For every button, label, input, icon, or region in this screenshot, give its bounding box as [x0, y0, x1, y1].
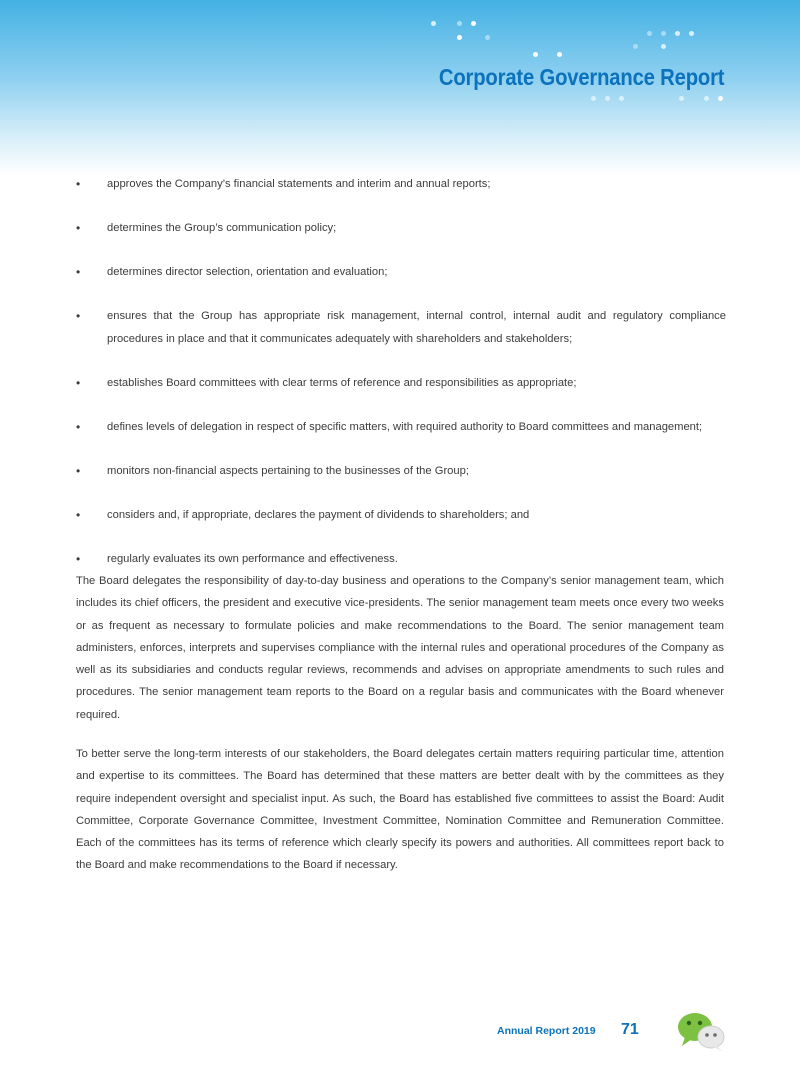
bullet-marker: • [76, 177, 81, 191]
list-item [76, 548, 726, 571]
list-item-text: establishes Board committees with clear terms of reference and responsibilities as appropriate; [107, 377, 577, 389]
decor-dot [633, 44, 638, 49]
bullet-marker: • [76, 221, 81, 235]
list-item-text: ensures that the Group has appropriate risk management, internal control, internal audit and regulatory compliance procedures in place and that it communicates adequately with shareholders and stakeholders; [107, 310, 726, 345]
list-item [76, 305, 726, 351]
bullet-marker: • [76, 309, 81, 323]
decor-dot [533, 52, 538, 57]
decor-dot [661, 44, 666, 49]
decor-dot [718, 96, 723, 101]
list-item-text: approves the Company’s financial statements and interim and annual reports; [107, 178, 491, 190]
list-item-text: determines director selection, orientation and evaluation; [107, 266, 388, 278]
decor-dot [647, 31, 652, 36]
footer-report-label: Annual Report 2019 [497, 1025, 596, 1037]
bullet-marker: • [76, 508, 81, 522]
list-item [76, 372, 726, 395]
decor-dot [591, 96, 596, 101]
bullet-marker: • [76, 552, 81, 566]
decor-dot [661, 31, 666, 36]
decor-dot [689, 31, 694, 36]
bullet-marker: • [76, 265, 81, 279]
page-title: Corporate Governance Report [438, 64, 724, 90]
list-item-text: determines the Group’s communication policy; [107, 222, 337, 234]
list-item [76, 173, 726, 196]
decor-dot [619, 96, 624, 101]
decor-dot [605, 96, 610, 101]
decor-dot [457, 21, 462, 26]
list-item [76, 261, 726, 284]
bullet-marker: • [76, 376, 81, 390]
list-item-text: regularly evaluates its own performance and effectiveness. [107, 553, 398, 565]
list-item [76, 460, 726, 483]
body-paragraph: The Board delegates the responsibility of day-to-day business and operations to the Company’s senior management team, which includes its chief officers, the president and executive vice-presidents. The senior management team meets once every two weeks or as frequent as necessary to formulate policies and make recommendations to the Board. The senior management team administers, enforces, interprets and supervises compliance with the internal rules and operational procedures of the Company as well as its subsidiaries and conducts regular reviews, recommends and advises on appropriate amendments to such rules and procedures. The senior management team reports to the Board on a regular basis and communicates with the Board whenever required. [76, 575, 724, 721]
decor-dot [471, 21, 476, 26]
responsibility-list [76, 173, 726, 592]
list-item-text: considers and, if appropriate, declares the payment of dividends to shareholders; and [107, 509, 530, 521]
decor-dot [431, 21, 436, 26]
chat-bubbles-icon [676, 1010, 726, 1052]
decor-dot [485, 35, 490, 40]
decor-dot [457, 35, 462, 40]
list-item [76, 504, 726, 527]
bullet-marker: • [76, 420, 81, 434]
decor-dot [704, 96, 709, 101]
list-item [76, 217, 726, 240]
body-paragraph: To better serve the long-term interests of our stakeholders, the Board delegates certain matters requiring particular time, attention and expertise to its committees. The Board has determined that these matters are better dealt with by the committees as they require independent oversight and specialist input. As such, the Board has established five committees to assist the Board: Audit Committee, Corporate Governance Committee, Investment Committee, Nomination Committee and Remuneration Committee. Each of the committees has its terms of reference which clearly specify its powers and authorities. All committees report back to the Board and make recommendations to the Board if necessary. [76, 748, 724, 872]
decor-dot [679, 96, 684, 101]
decor-dot [675, 31, 680, 36]
bullet-marker: • [76, 464, 81, 478]
list-item-text: defines levels of delegation in respect of specific matters, with required authority to Board committees and management; [107, 421, 703, 433]
list-item-text: monitors non-financial aspects pertaining to the businesses of the Group; [107, 465, 469, 477]
page-number: 71 [621, 1021, 639, 1038]
decor-dot [557, 52, 562, 57]
list-item [76, 416, 726, 439]
